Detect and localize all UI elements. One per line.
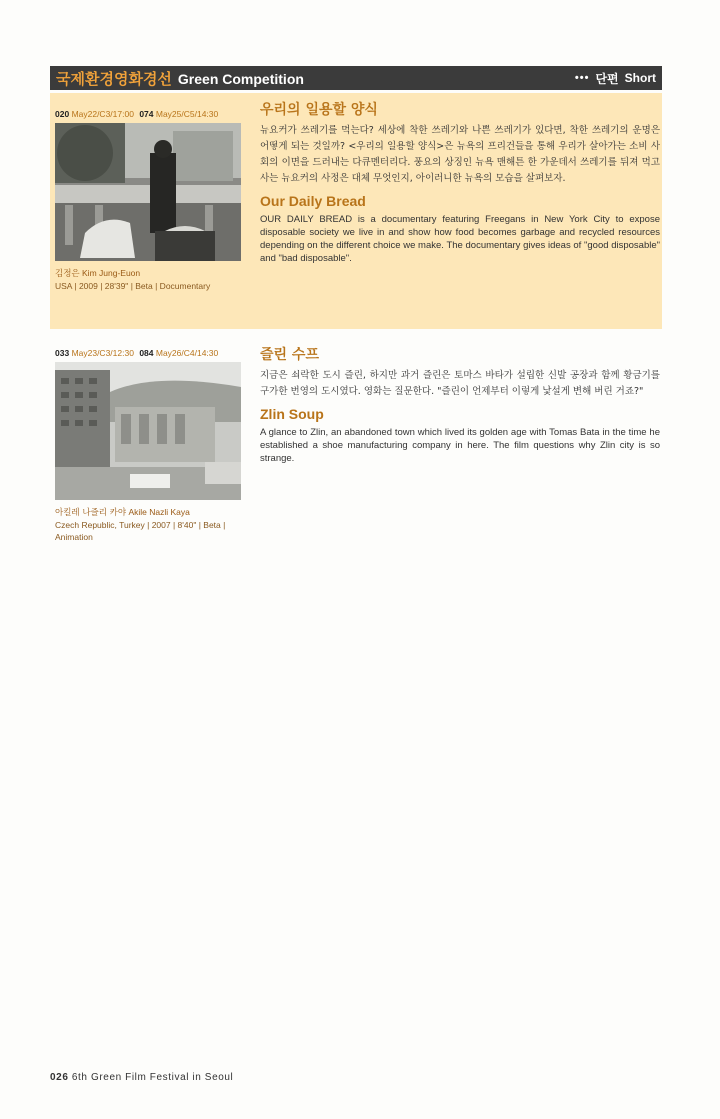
screening-code: 084: [139, 348, 154, 358]
synopsis-ko: 뉴요커가 쓰레기를 먹는다? 세상에 착한 쓰레기와 나쁜 쓰레기가 있다면, 착한 쓰레기의 운명은 어떻게 되는 것일까? <우리의 일용할 양식>은 뉴욕의 프리건들을 통해 우리가 살아가는 소비 사회의 이면을 드러내는 다큐멘터리다. 풍요의 상징인 뉴욕 맨해튼 한 가운데서 쓰레기를 뒤져 먹고 사는 뉴요커의 사정은 대체 무엇인지, 아이러니한 뉴욕의 모습을 살펴보자.: [260, 125, 660, 184]
category-en: Short: [624, 71, 656, 85]
director-name-ko: 김정은: [55, 269, 80, 279]
film-title-en: Zlin Soup: [260, 406, 324, 422]
synopsis-en: A glance to Zlin, an abandoned town which lived its golden age with Tomas Bata in the time he established a shoe manufacturing company in here. The film questions why Zlin city is so strange.: [260, 427, 660, 464]
film-entry-zlin-soup: [50, 338, 662, 558]
screening-schedule: May26/C4/14:30: [155, 348, 219, 358]
category-ko: 단편: [595, 71, 619, 86]
film-title-ko: 우리의 일용할 양식: [260, 102, 378, 118]
synopsis-en: OUR DAILY BREAD is a documentary featuring Freegans in New York City to expose disposable society we live in and show how food becomes garbage and recycled resources depending on the different choice we make. The documentary gives ideas of "good disposable" and "bad disposable".: [260, 214, 660, 264]
page-number: 026: [50, 1072, 69, 1083]
screening-code: 074: [139, 109, 154, 119]
page-footer: [50, 1072, 233, 1083]
section-header: [50, 66, 662, 90]
film-entry-our-daily-bread: [50, 93, 662, 329]
screening-schedule: May23/C3/12:30: [71, 348, 134, 358]
film-still-photo: [55, 362, 241, 500]
film-credit: [55, 267, 245, 292]
film-info-column: [55, 338, 245, 543]
film-still-photo: [55, 123, 241, 261]
screening-code: 020: [55, 109, 70, 119]
dots-icon: •••: [574, 72, 590, 84]
screening-code: 033: [55, 348, 70, 358]
section-title-en: Green Competition: [177, 70, 304, 87]
film-still-image: [55, 123, 241, 261]
director-name-en: Akile Nazli Kaya: [128, 507, 190, 517]
festival-name: 6th Green Film Festival in Seoul: [71, 1072, 234, 1083]
film-text-column: [260, 338, 660, 465]
synopsis-ko: 지금은 쇠락한 도시 즐린, 하지만 과거 즐린은 토마스 바타가 설립한 신발 공장과 함께 황금기를 구가한 번영의 도시였다. 영화는 질문한다. "즐린이 언제부터 이렇게 낯설게 변해 버린 거죠?": [260, 370, 660, 397]
film-title-ko: 즐린 수프: [260, 347, 319, 363]
film-meta: Czech Republic, Turkey | 2007 | 8'40" | Beta | Animation: [55, 520, 226, 542]
screening-times: [55, 109, 245, 119]
screening-schedule: May22/C3/17:00: [71, 109, 134, 119]
screening-schedule: May25/C5/14:30: [155, 109, 219, 119]
category-label: [575, 70, 656, 87]
section-title: [56, 68, 304, 89]
film-title-en: Our Daily Bread: [260, 193, 366, 209]
screening-times: [55, 348, 245, 358]
film-info-column: [55, 93, 245, 292]
film-credit: [55, 506, 245, 543]
film-meta: USA | 2009 | 28'39" | Beta | Documentary: [55, 281, 211, 291]
film-text-column: [260, 93, 660, 265]
section-title-ko: 국제환경영화경선: [56, 69, 172, 88]
director-name-en: Kim Jung-Euon: [82, 268, 141, 278]
film-still-image: [55, 362, 241, 500]
director-name-ko: 아킬레 나즐리 카야: [55, 508, 127, 518]
